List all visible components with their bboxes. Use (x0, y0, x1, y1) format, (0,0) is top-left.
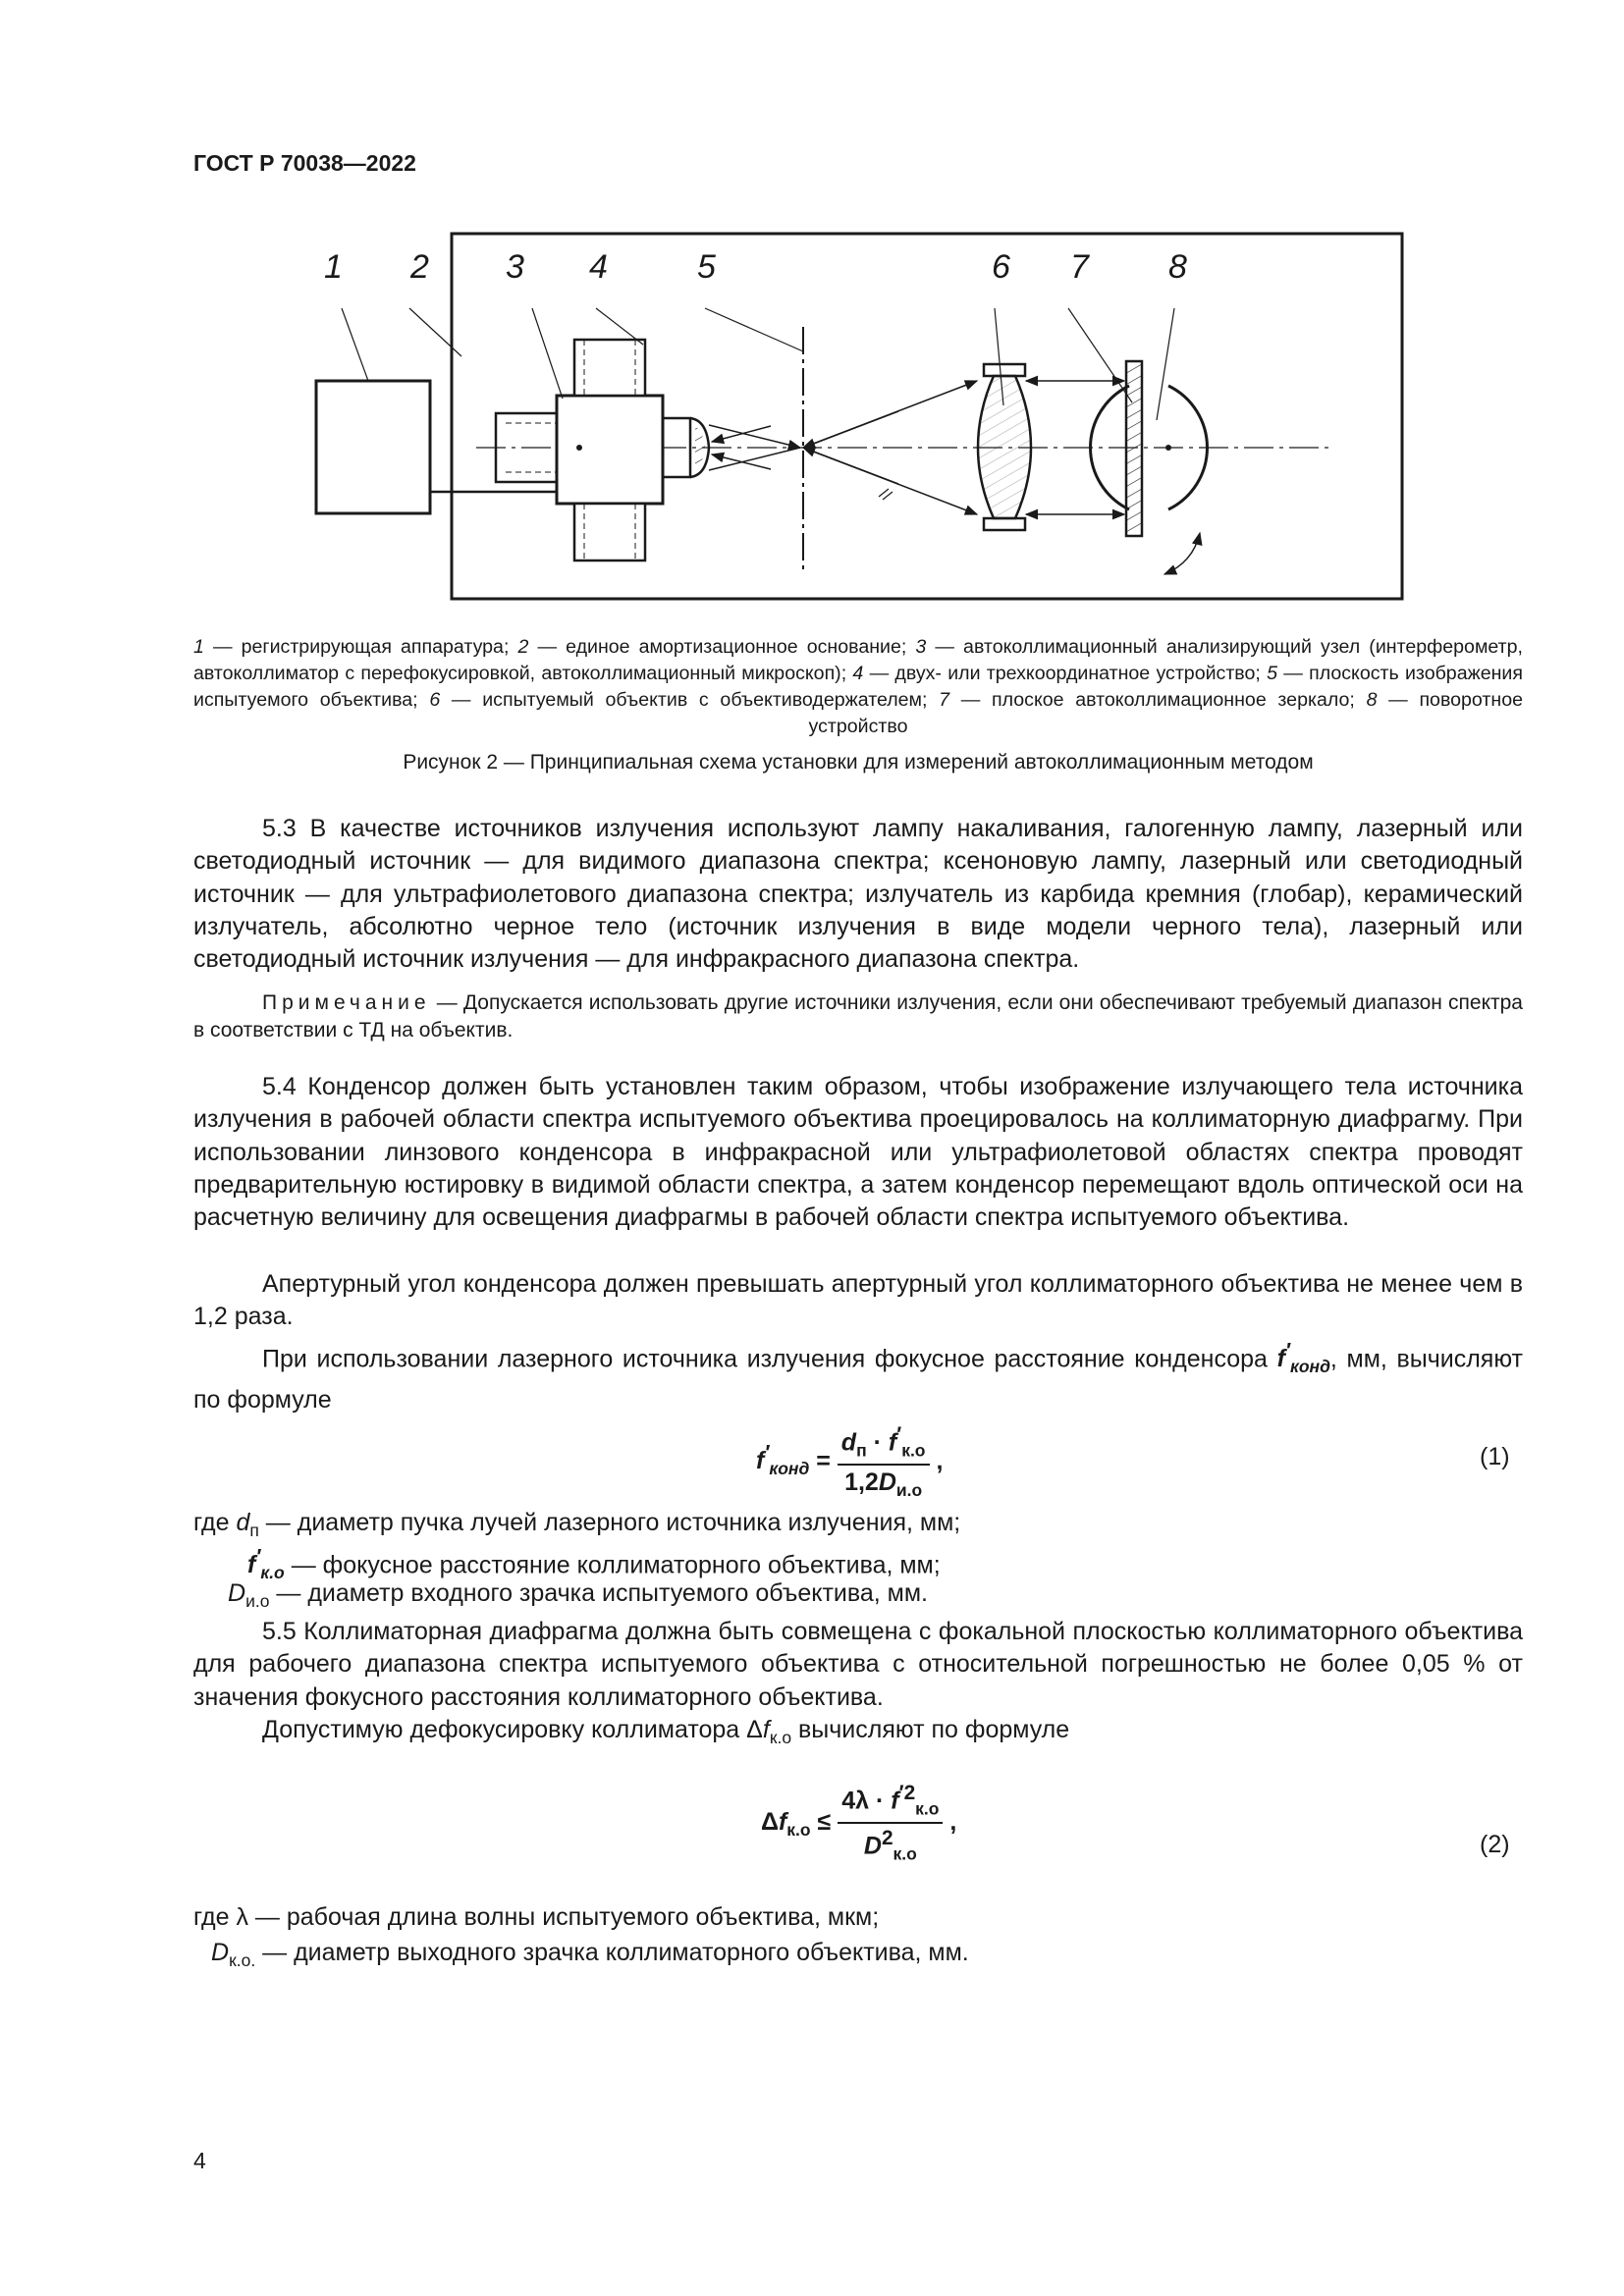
note-label: Примечание (262, 991, 431, 1014)
recording-apparatus-box (316, 381, 430, 513)
label-6: 6 (992, 248, 1010, 286)
paragraph-laser: При использовании лазерного источника излучения фокусное расстояние конденсора $f'_{конд}$, мм, вычисляют по формуле (193, 1340, 1523, 1414)
f-kond-inline: $f'_{конд}$ (1276, 1340, 1330, 1377)
formula-2: $\Delta f_{к.о}$ ≤ $\frac{4\lambda \cdot f^{'2}_{к.о}}{D^2_{к.о}}$ , (761, 1782, 957, 1864)
autocollimation-unit (496, 340, 709, 561)
note-text: — Допускается использовать другие источники излучения, если они обеспечивают требуемый диапазон спектра в соответствии с ТД на объектив. (193, 991, 1523, 1041)
test-lens (978, 364, 1031, 530)
page-number: 4 (193, 2148, 206, 2173)
equation-number-2: (2) (1480, 1831, 1510, 1858)
label-3: 3 (506, 248, 524, 286)
figure-caption: Рисунок 2 — Принципиальная схема установки для измерений автоколлимационным методом (403, 751, 1314, 774)
definitions-1: где $d_п$ — диаметр пучка лучей лазерного источника излучения, мм; $f'_{к.о}$ — фокусное расстояние коллиматорного объектива, мм; $D_{и.о}$ — диаметр входного зрачка испытуемого объектива, мм. (193, 1509, 961, 1611)
rotation-arrow (1164, 533, 1200, 574)
label-7: 7 (1070, 248, 1089, 286)
label-8: 8 (1168, 248, 1187, 286)
paragraph-5-5: 5.5 Коллиматорная диафрагма должна быть совмещена с фокальной плоскостью коллиматорного объектива для рабочего диапазона спектра испытуемого объектива с относительной погрешностью не более 0,05 % от значения фокусного расстояния коллиматорного объектива. (193, 1618, 1523, 1711)
setup-diagram (304, 224, 1404, 631)
label-4: 4 (589, 248, 608, 286)
paragraph-defocus: Допустимую дефокусировку коллиматора $\Delta f_{к.о}$ вычисляют по формуле (262, 1716, 1070, 1747)
formula-1: $f'_{конд}$ = $\frac{d_п \cdot f'_{к.о}}{1,2D_{и.о}}$ , (756, 1423, 944, 1501)
flat-mirror (1126, 361, 1142, 536)
label-1: 1 (324, 248, 343, 286)
document-header: ГОСТ Р 70038—2022 (193, 150, 416, 176)
paragraph-aperture: Апертурный угол конденсора должен превышать апертурный угол коллиматорного объектива не менее чем в 1,2 раза. (193, 1270, 1523, 1331)
equation-number-1: (1) (1480, 1443, 1510, 1470)
figure-legend: 1 — регистрирующая аппаратура; 2 — единое амортизационное основание; 3 — автоколлимационный анализирующий узел (интерферометр, автоколлиматор с перефокусировкой, автоколлимационный микроскоп); 4 — двух- или трехкоординатное устройство; 5 — плоскость изображения испытуемого объектива; 6 — испытуемый объектив с объективодержателем; 7 — плоское автоколлимационное зеркало; 8 — поворотное устройство (193, 636, 1523, 737)
paragraph-5-3: 5.3 В качестве источников излучения используют лампу накаливания, галогенную лампу, лазерный или светодиодный источник — для видимого диапазона спектра; ксеноновую лампу, лазерный или светодиодный источник — для ультрафиолетового диапазона спектра; излучатель из карбида кремния (глобар), керамический излучатель, абсолютно черное тело (источник излучения в виде модели черного тела), лазерный или светодиодный источник излучения — для инфракрасного диапазона спектра. (193, 815, 1523, 974)
label-2: 2 (410, 248, 429, 286)
label-5: 5 (697, 248, 716, 286)
definitions-2: где λ — рабочая длина волны испытуемого объектива, мкм; $D_{к.о.}$ — диаметр выходного зрачка коллиматорного объектива, мм. (193, 1903, 969, 1970)
note (193, 989, 1523, 1044)
paragraph-5-4: 5.4 Конденсор должен быть установлен таким образом, чтобы изображение излучающего тела источника излучения в рабочей области спектра испытуемого объектива проецировалось на коллиматорную диафрагму. При использовании линзового конденсора в инфракрасной или ультрафиолетовой областях спектра проводят предварительную юстировку в видимой области спектра, а затем конденсор перемещают вдоль оптической оси на расчетную величину для освещения диафрагмы в рабочей области спектра испытуемого объектива. (193, 1073, 1523, 1232)
